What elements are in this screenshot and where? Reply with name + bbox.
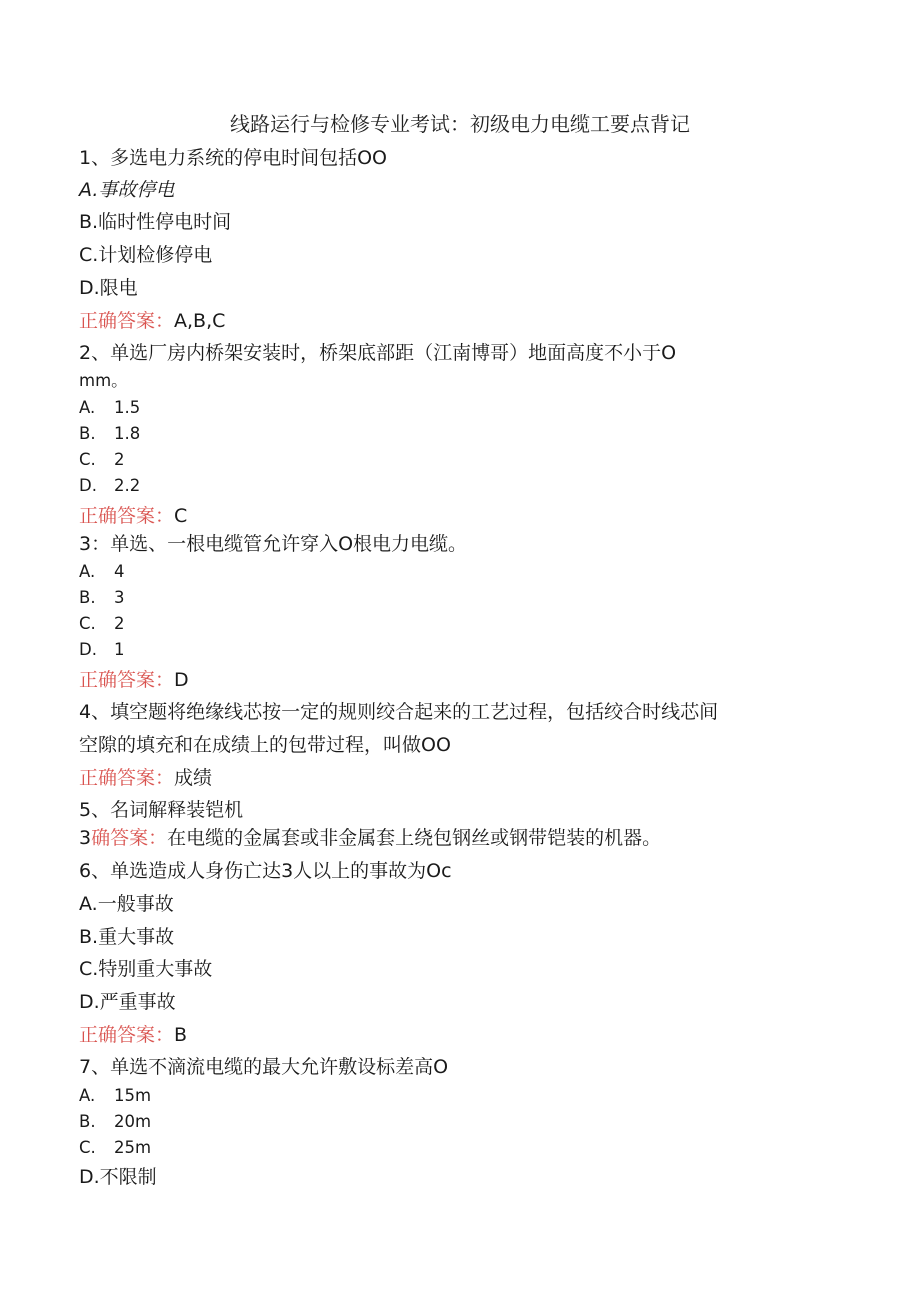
option-letter: B.	[79, 588, 96, 607]
question-1-stem: 1、多选电力系统的停电时间包括OO	[79, 147, 387, 169]
option-text: A.事故停电	[79, 179, 175, 201]
answer-value: D	[174, 669, 189, 691]
question-2-stem-line1: 2、单选厂房内桥架安装时，桥架底部距（江南博哥）地面高度不小于O	[79, 342, 677, 364]
option-text: 3	[114, 588, 125, 607]
question-3-option-d	[79, 638, 125, 662]
question-1-option-b: B.临时性停电时间	[79, 211, 232, 233]
document-title: 线路运行与检修专业考试：初级电力电缆工要点背记	[230, 112, 690, 136]
answer-label: 正确答案：	[79, 1024, 175, 1046]
option-text: 1	[114, 640, 125, 659]
question-2-option-b	[79, 422, 140, 446]
question-2-option-d	[79, 474, 140, 498]
option-letter: B.	[79, 424, 96, 443]
question-7-option-a	[79, 1084, 151, 1108]
option-letter: C.	[79, 614, 96, 633]
option-letter: D.	[79, 640, 97, 659]
option-text: 15m	[114, 1086, 152, 1105]
option-letter: B.	[79, 1112, 96, 1131]
question-3-option-c	[79, 612, 125, 636]
question-1-answer	[79, 309, 225, 333]
question-2-option-a	[79, 396, 140, 420]
answer-value: B	[174, 1024, 188, 1046]
question-1-option-a	[79, 178, 174, 202]
answer-value: C	[174, 505, 188, 527]
question-7-stem: 7、单选不滴流电缆的最大允许敷设标差高O	[79, 1056, 449, 1078]
answer-label: 正确答案：	[79, 505, 175, 527]
question-6-answer	[79, 1023, 187, 1047]
question-4-answer	[79, 766, 212, 790]
question-2-option-c	[79, 448, 125, 472]
option-letter: C.	[79, 1138, 96, 1157]
question-6-option-d: D.严重事故	[79, 991, 176, 1013]
question-3-option-b	[79, 586, 125, 610]
option-text: 2	[114, 450, 125, 469]
question-4-stem-line2: 空隙的填充和在成绩上的包带过程，叫做OO	[79, 734, 451, 756]
question-4-stem-line1: 4、填空题将绝缘线芯按一定的规则绞合起来的工艺过程，包括绞合时线芯间	[79, 701, 719, 723]
answer-label: 确答案：	[91, 827, 168, 849]
question-2-stem-line2: mm。	[79, 371, 128, 390]
option-text: 1.8	[114, 424, 141, 443]
question-3-answer	[79, 668, 189, 692]
question-6-option-a: A.一般事故	[79, 893, 174, 915]
answer-value: A,B,C	[174, 310, 226, 332]
question-6-stem: 6、单选造成人身伤亡达3人以上的事故为Oc	[79, 860, 452, 882]
option-letter: A.	[79, 398, 96, 417]
answer-label: 正确答案：	[79, 767, 175, 789]
question-7-option-d: D.不限制	[79, 1166, 157, 1188]
option-text: 25m	[114, 1138, 152, 1157]
answer-label: 正确答案：	[79, 669, 175, 691]
option-letter: D.	[79, 476, 97, 495]
option-text: 4	[114, 562, 125, 581]
question-7-option-b	[79, 1110, 151, 1134]
option-letter: C.	[79, 450, 96, 469]
option-text: 2	[114, 614, 125, 633]
question-3-option-a	[79, 560, 125, 584]
answer-value: 在电缆的金属套或非金属套上绕包钢丝或钢带铠装的机器。	[167, 827, 662, 849]
option-text: 1.5	[114, 398, 141, 417]
answer-prefix: 3	[79, 827, 92, 849]
question-5-answer	[79, 826, 661, 850]
option-text: 2.2	[114, 476, 141, 495]
answer-value: 成绩	[174, 767, 213, 789]
option-text: 20m	[114, 1112, 152, 1131]
question-3-stem: 3：单选、一根电缆管允许穿入O根电力电缆。	[79, 533, 468, 555]
answer-label: 正确答案：	[79, 310, 175, 332]
question-1-option-c: C.计划检修停电	[79, 244, 213, 266]
question-5-stem: 5、名词解释装铠机	[79, 799, 244, 821]
option-letter: A.	[79, 1086, 96, 1105]
question-1-option-d: D.限电	[79, 277, 138, 299]
question-7-option-c	[79, 1136, 151, 1160]
question-6-option-b: B.重大事故	[79, 926, 175, 948]
question-2-answer	[79, 504, 187, 528]
question-6-option-c: C.特别重大事故	[79, 958, 213, 980]
option-letter: A.	[79, 562, 96, 581]
